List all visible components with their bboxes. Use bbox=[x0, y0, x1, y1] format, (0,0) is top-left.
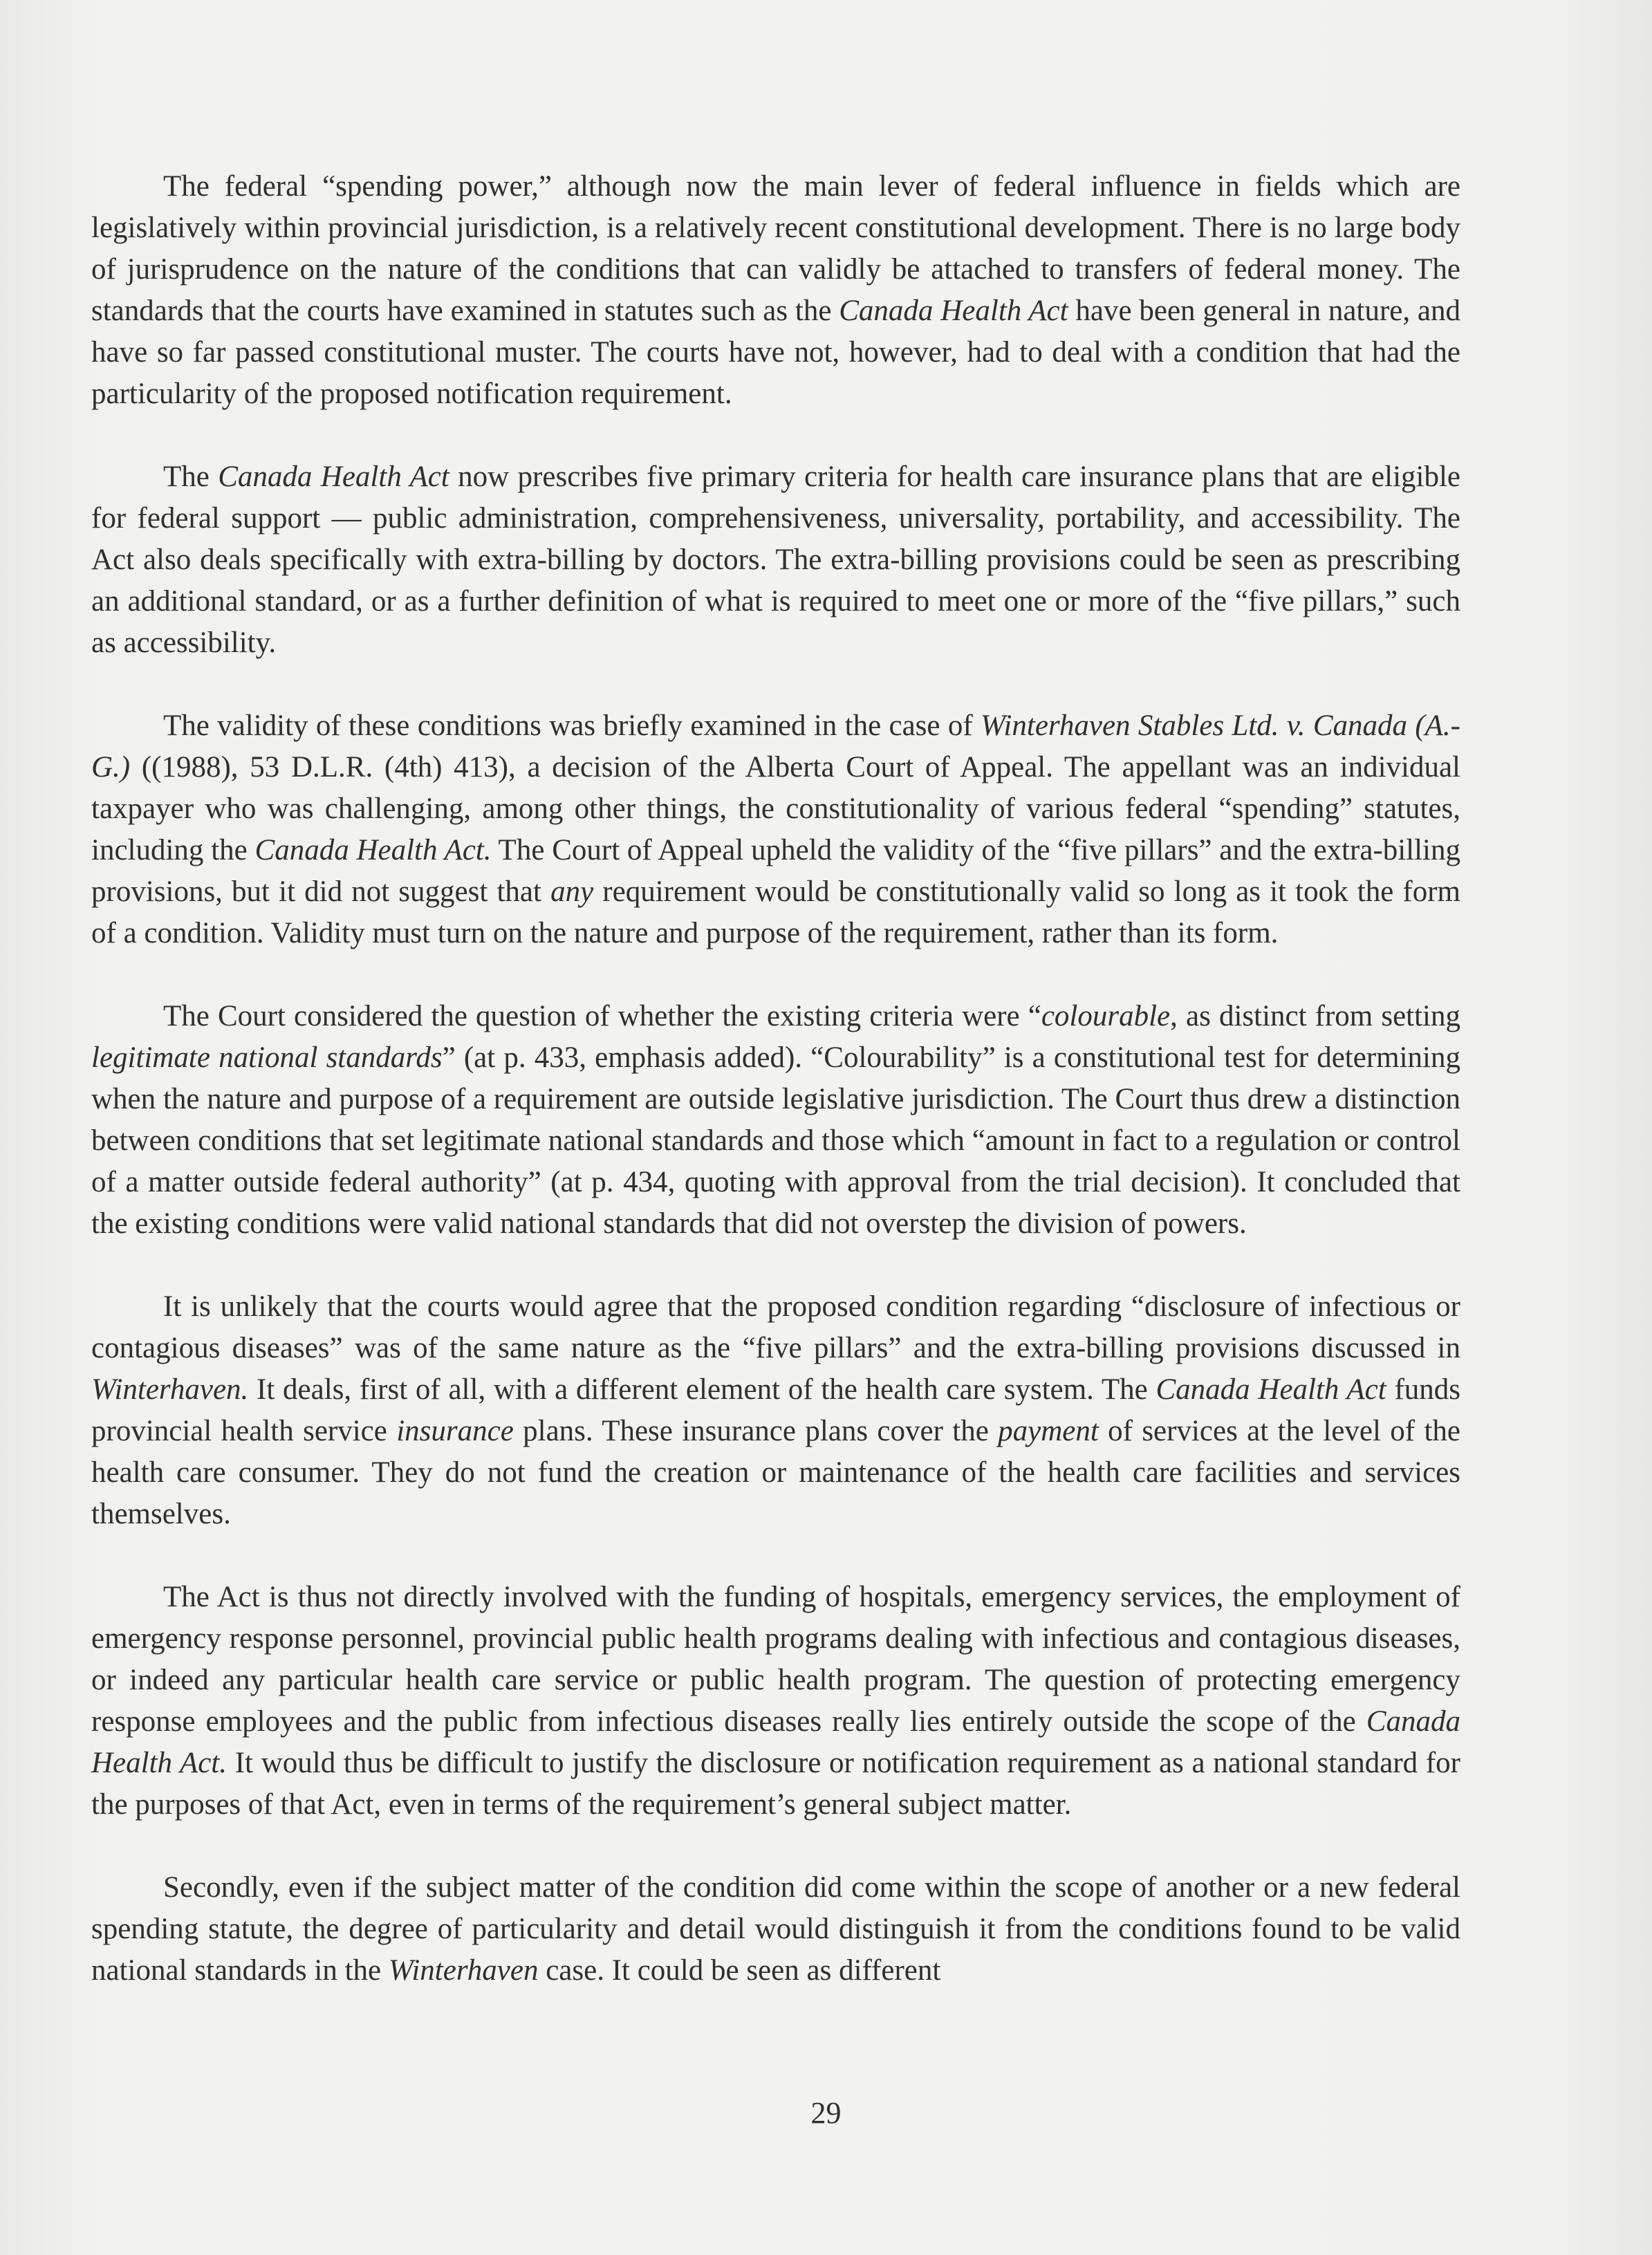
italic-text: any bbox=[550, 875, 594, 908]
paragraph bbox=[91, 1286, 1460, 1535]
italic-text: Canada Health Act. bbox=[254, 834, 492, 866]
text-run: case. It could be seen as different bbox=[538, 1954, 941, 1987]
italic-text: insurance bbox=[396, 1415, 514, 1447]
italic-text: Canada Health Act bbox=[839, 295, 1068, 327]
text-run: ((1988), 53 D.L.R. (4th) 413), a decision of the Alberta Court of Appeal. The appellant was an individual taxpayer who was challenging, among other things, the constitutionality of various federal “spending” statutes, including the bbox=[91, 751, 1460, 866]
text-run: of services at the level of the health care consumer. They do not fund the creation or maintenance of the health care facilities and services themselves. bbox=[91, 1415, 1460, 1530]
paragraph bbox=[91, 166, 1460, 415]
italic-text: Winterhaven bbox=[388, 1954, 539, 1987]
text-run: ” (at p. 433, emphasis added). “Colourability” is a constitutional test for determining when the nature and purpose of a requirement are outside legislative jurisdiction. The Court thus drew a distinction between conditions that set legitimate national standards and those which “amount in fact to a regulation or control of a matter outside federal authority” (at p. 434, quoting with approval from the trial decision). It concluded that the existing conditions were valid national standards that did not overstep the division of powers. bbox=[91, 1041, 1460, 1240]
paragraph bbox=[91, 996, 1460, 1245]
text-run: Secondly, even if the subject matter of the condition did come within the scope of another or a new federal spending statute, the degree of particularity and detail would distinguish it from the conditions found to be valid national standards in the bbox=[91, 1871, 1460, 1987]
text-run: The federal “spending power,” although now the main lever of federal influence in fields which are legislatively within provincial jurisdiction, is a relatively recent constitutional development. There is no large body of jurisprudence on the nature of the conditions that can validly be attached to transfers of federal money. The standards that the courts have examined in statutes such as the bbox=[91, 170, 1460, 327]
text-run: The Act is thus not directly involved with the funding of hospitals, emergency services, the employment of emergency response personnel, provincial public health programs dealing with infectious and contagious diseases, or indeed any particular health care service or public health program. The question of protecting emergency response employees and the public from infectious diseases really lies entirely outside the scope of the bbox=[91, 1581, 1460, 1738]
italic-text: payment bbox=[998, 1415, 1099, 1447]
paragraph bbox=[91, 1867, 1460, 1992]
text-run: , as distinct from setting bbox=[1170, 1000, 1461, 1032]
italic-text: Canada Health Act bbox=[1156, 1373, 1386, 1406]
page-number: 29 bbox=[810, 2096, 842, 2130]
italic-text: legitimate national standards bbox=[91, 1041, 443, 1074]
text-run: It deals, first of all, with a different element of the health care system. The bbox=[248, 1373, 1156, 1406]
text-run: It would thus be difficult to justify the disclosure or notification requirement as a national standard for the purposes of that Act, even in terms of the requirement’s general subject matter. bbox=[91, 1747, 1460, 1821]
text-run: The Court considered the question of whether the existing criteria were “ bbox=[163, 1000, 1041, 1032]
text-run: The Court of Appeal upheld the validity of the “five pillars” and the extra-billing provisions, but it did not suggest that bbox=[91, 834, 1461, 908]
italic-text: colourable bbox=[1041, 1000, 1171, 1032]
italic-text: Canada Health Act bbox=[218, 461, 449, 493]
paragraph bbox=[91, 1577, 1460, 1826]
text-run: The validity of these conditions was briefly examined in the case of bbox=[163, 709, 981, 742]
text-run: plans. These insurance plans cover the bbox=[513, 1415, 999, 1447]
italic-text: Winterhaven Stables Ltd. v. Canada (A.-G.) bbox=[91, 709, 1461, 783]
italic-text: Winterhaven. bbox=[91, 1373, 249, 1406]
paragraph bbox=[91, 456, 1460, 664]
text-run: It is unlikely that the courts would agree that the proposed condition regarding “disclosure of infectious or contagious diseases” was of the same nature as the “five pillars” and the extra-billing provisions discussed in bbox=[91, 1290, 1460, 1364]
text-run: requirement would be constitutionally valid so long as it took the form of a condition. Validity must turn on the nature and purpose of the requirement, rather than its form. bbox=[91, 875, 1460, 949]
body-text bbox=[91, 166, 1460, 1992]
text-run: have been general in nature, and have so far passed constitutional muster. The courts have not, however, had to deal with a condition that had the particularity of the proposed notification requirement. bbox=[91, 295, 1460, 410]
text-run: now prescribes five primary criteria for health care insurance plans that are eligible for federal support — public administration, comprehensiveness, universality, portability, and accessibility. The Act also deals specifically with extra-billing by doctors. The extra-billing provisions could be seen as prescribing an additional standard, or as a further definition of what is required to meet one or more of the “five pillars,” such as accessibility. bbox=[91, 461, 1460, 659]
text-run: funds provincial health service bbox=[91, 1373, 1460, 1447]
text-run: The bbox=[163, 461, 219, 493]
paragraph bbox=[91, 705, 1460, 954]
italic-text: Canada Health Act. bbox=[91, 1705, 1460, 1779]
